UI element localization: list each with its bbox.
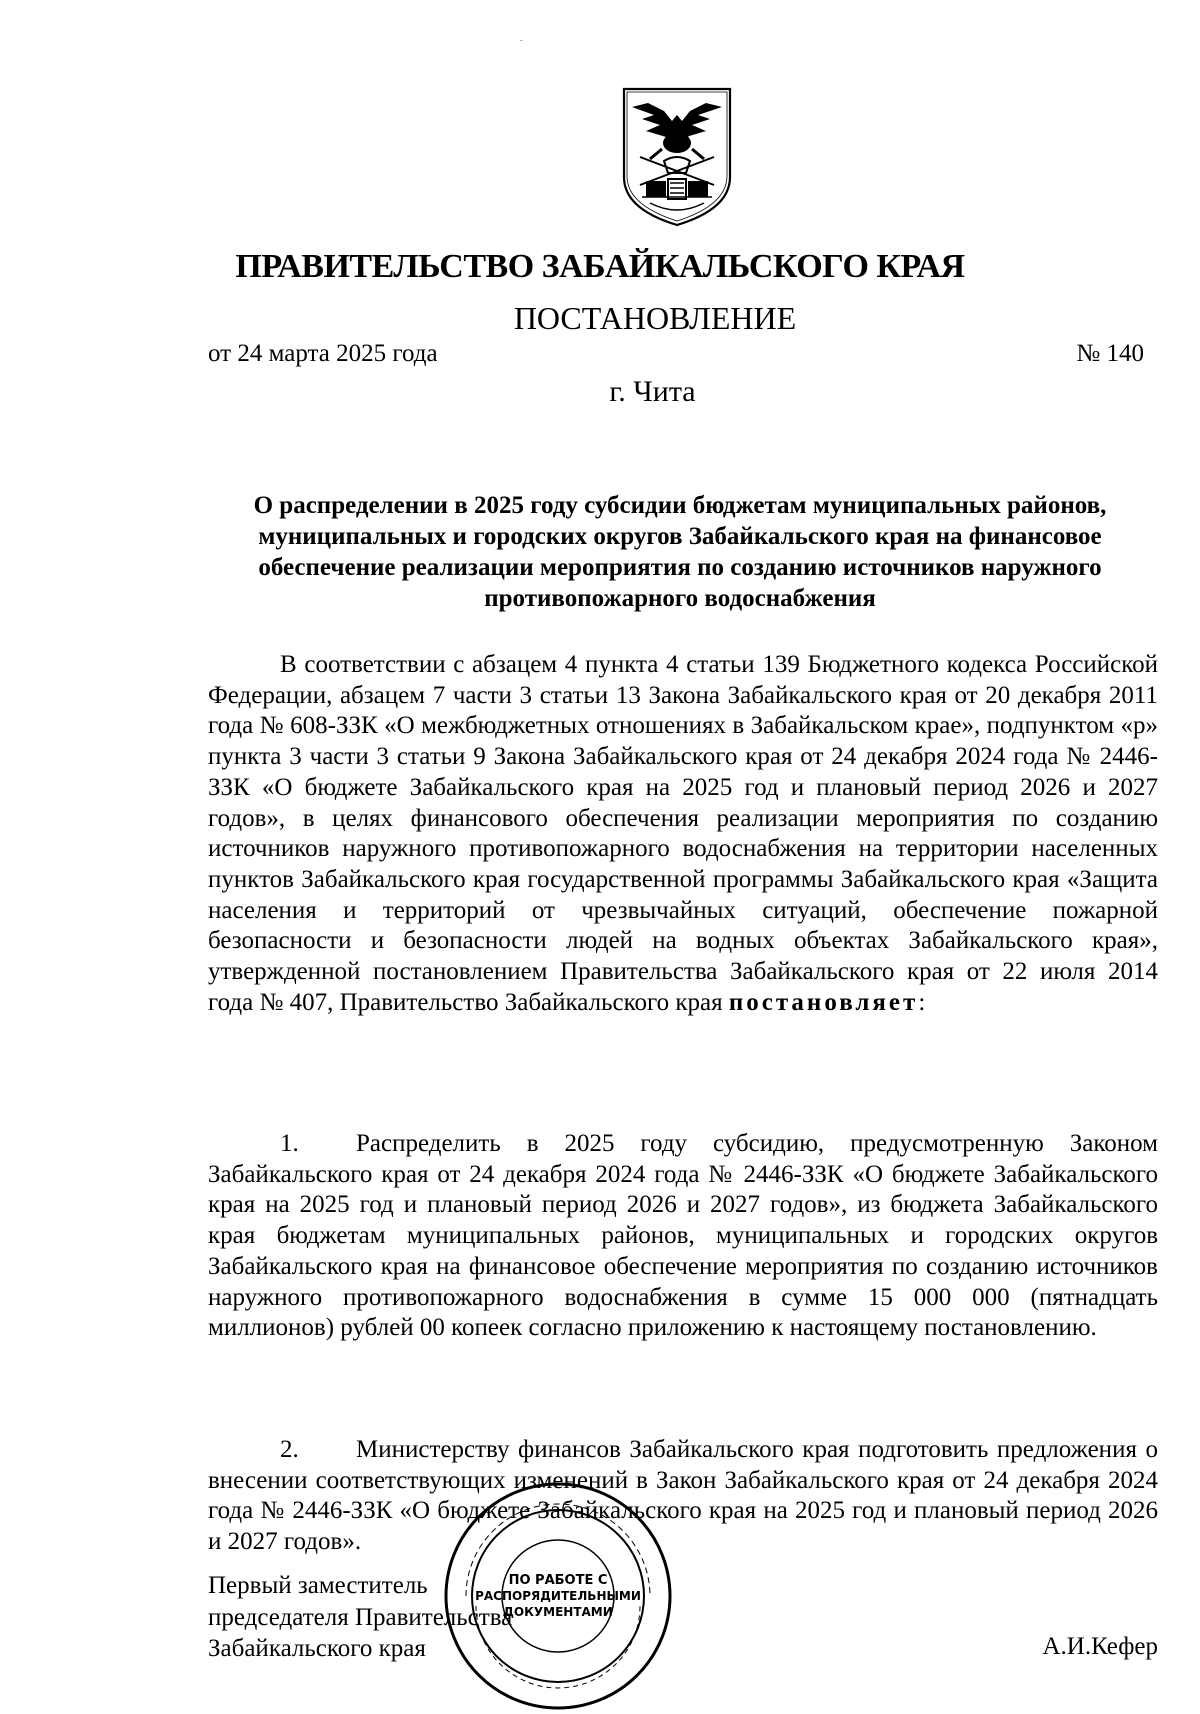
list-item [208,1129,1158,1344]
preamble-text: В соответствии с абзацем 4 пункта 4 статьи 139 Бюджетного кодекса Российской Федерации, абзацем 7 части 3 статьи 13 Закона Забайкальского края от 20 декабря 2011 года № 608-ЗЗК «О межбюджетных отношениях в Забайкальском крае», подпунктом «р» пункта 3 части 3 статьи 9 Закона Забайкальского края от 24 декабря 2024 года № 2446-ЗЗК «О бюджете Забайкальского края на 2025 год и плановый период 2026 и 2027 годов», в целях финансового обеспечения реализации мероприятия по созданию источников наружного противопожарного водоснабжения на территории населенных пунктов Забайкальского края государственной программы Забайкальского края «Защита населения и территорий от чрезвычайных ситуаций, обеспечение пожарной безопасности и безопасности людей на водных объектах Забайкальского края», утвержденной постановлением Правительства Забайкальского края от 22 июля 2014 года № 407, Правительство Забайкальского края [208,651,1158,1016]
stamp-line1: ПО РАБОТЕ С [508,1573,608,1588]
document-number: № 140 [1076,340,1144,367]
list-item-text: Министерству финансов Забайкальского края подготовить предложения о внесении соответствующих изменений в Закон Забайкальского края от 24 декабря 2024 года № 2446-ЗЗК «О бюджете Забайкальского края на 2025 год и плановый период 2026 и 2027 годов». [208,1436,1158,1556]
government-name: ПРАВИТЕЛЬСТВО ЗАБАЙКАЛЬСКОГО КРАЯ [235,248,965,285]
scan-mark [520,40,523,41]
signature-position-line1: Первый заместитель [208,1572,428,1599]
stamp-line3: ДОКУМЕНТАМИ [503,1605,613,1619]
document-city: г. Чита [609,375,696,408]
document-title: О распределении в 2025 году субсидии бюджетам муниципальных районов, муниципальных и городских округов Забайкальского края на финансовое обеспечение реализации мероприятия по созданию источников наружного противопожарного водоснабжения [253,492,1107,612]
list-item-text: Распределить в 2025 году субсидию, предусмотренную Законом Забайкальского края от 24 декабря 2024 года № 2446-ЗЗК «О бюджете Забайкальского края на 2025 год и плановый период 2026 и 2027 годов», из бюджета Забайкальского края бюджетам муниципальных районов, муниципальных и городских округов Забайкальского края на финансовое обеспечение мероприятия по созданию источников наружного противопожарного водоснабжения в сумме 15 000 000 (пятнадцать миллионов) рублей 00 копеек согласно приложению к настоящему постановлению. [208,1130,1158,1342]
preamble-colon: : [918,988,926,1016]
document-date: от 24 марта 2025 года [208,340,438,367]
signature-position-line3: Забайкальского края [208,1635,426,1662]
list-item-number: 1. [280,1130,299,1157]
official-stamp [440,1478,676,1714]
list-item [208,1435,1158,1558]
stamp-line2: РАСПОРЯДИТЕЛЬНЫМИ [475,1589,641,1603]
signatory-name: А.И.Кефер [1042,1633,1158,1660]
signature-position-line2: председателя Правительства [208,1603,513,1631]
document-type: ПОСТАНОВЛЕНИЕ [513,300,797,336]
decree-keyword: постановляет [728,988,919,1016]
list-item-number: 2. [280,1436,299,1463]
coat-of-arms-emblem [620,85,734,229]
preamble-paragraph [208,650,1158,1018]
